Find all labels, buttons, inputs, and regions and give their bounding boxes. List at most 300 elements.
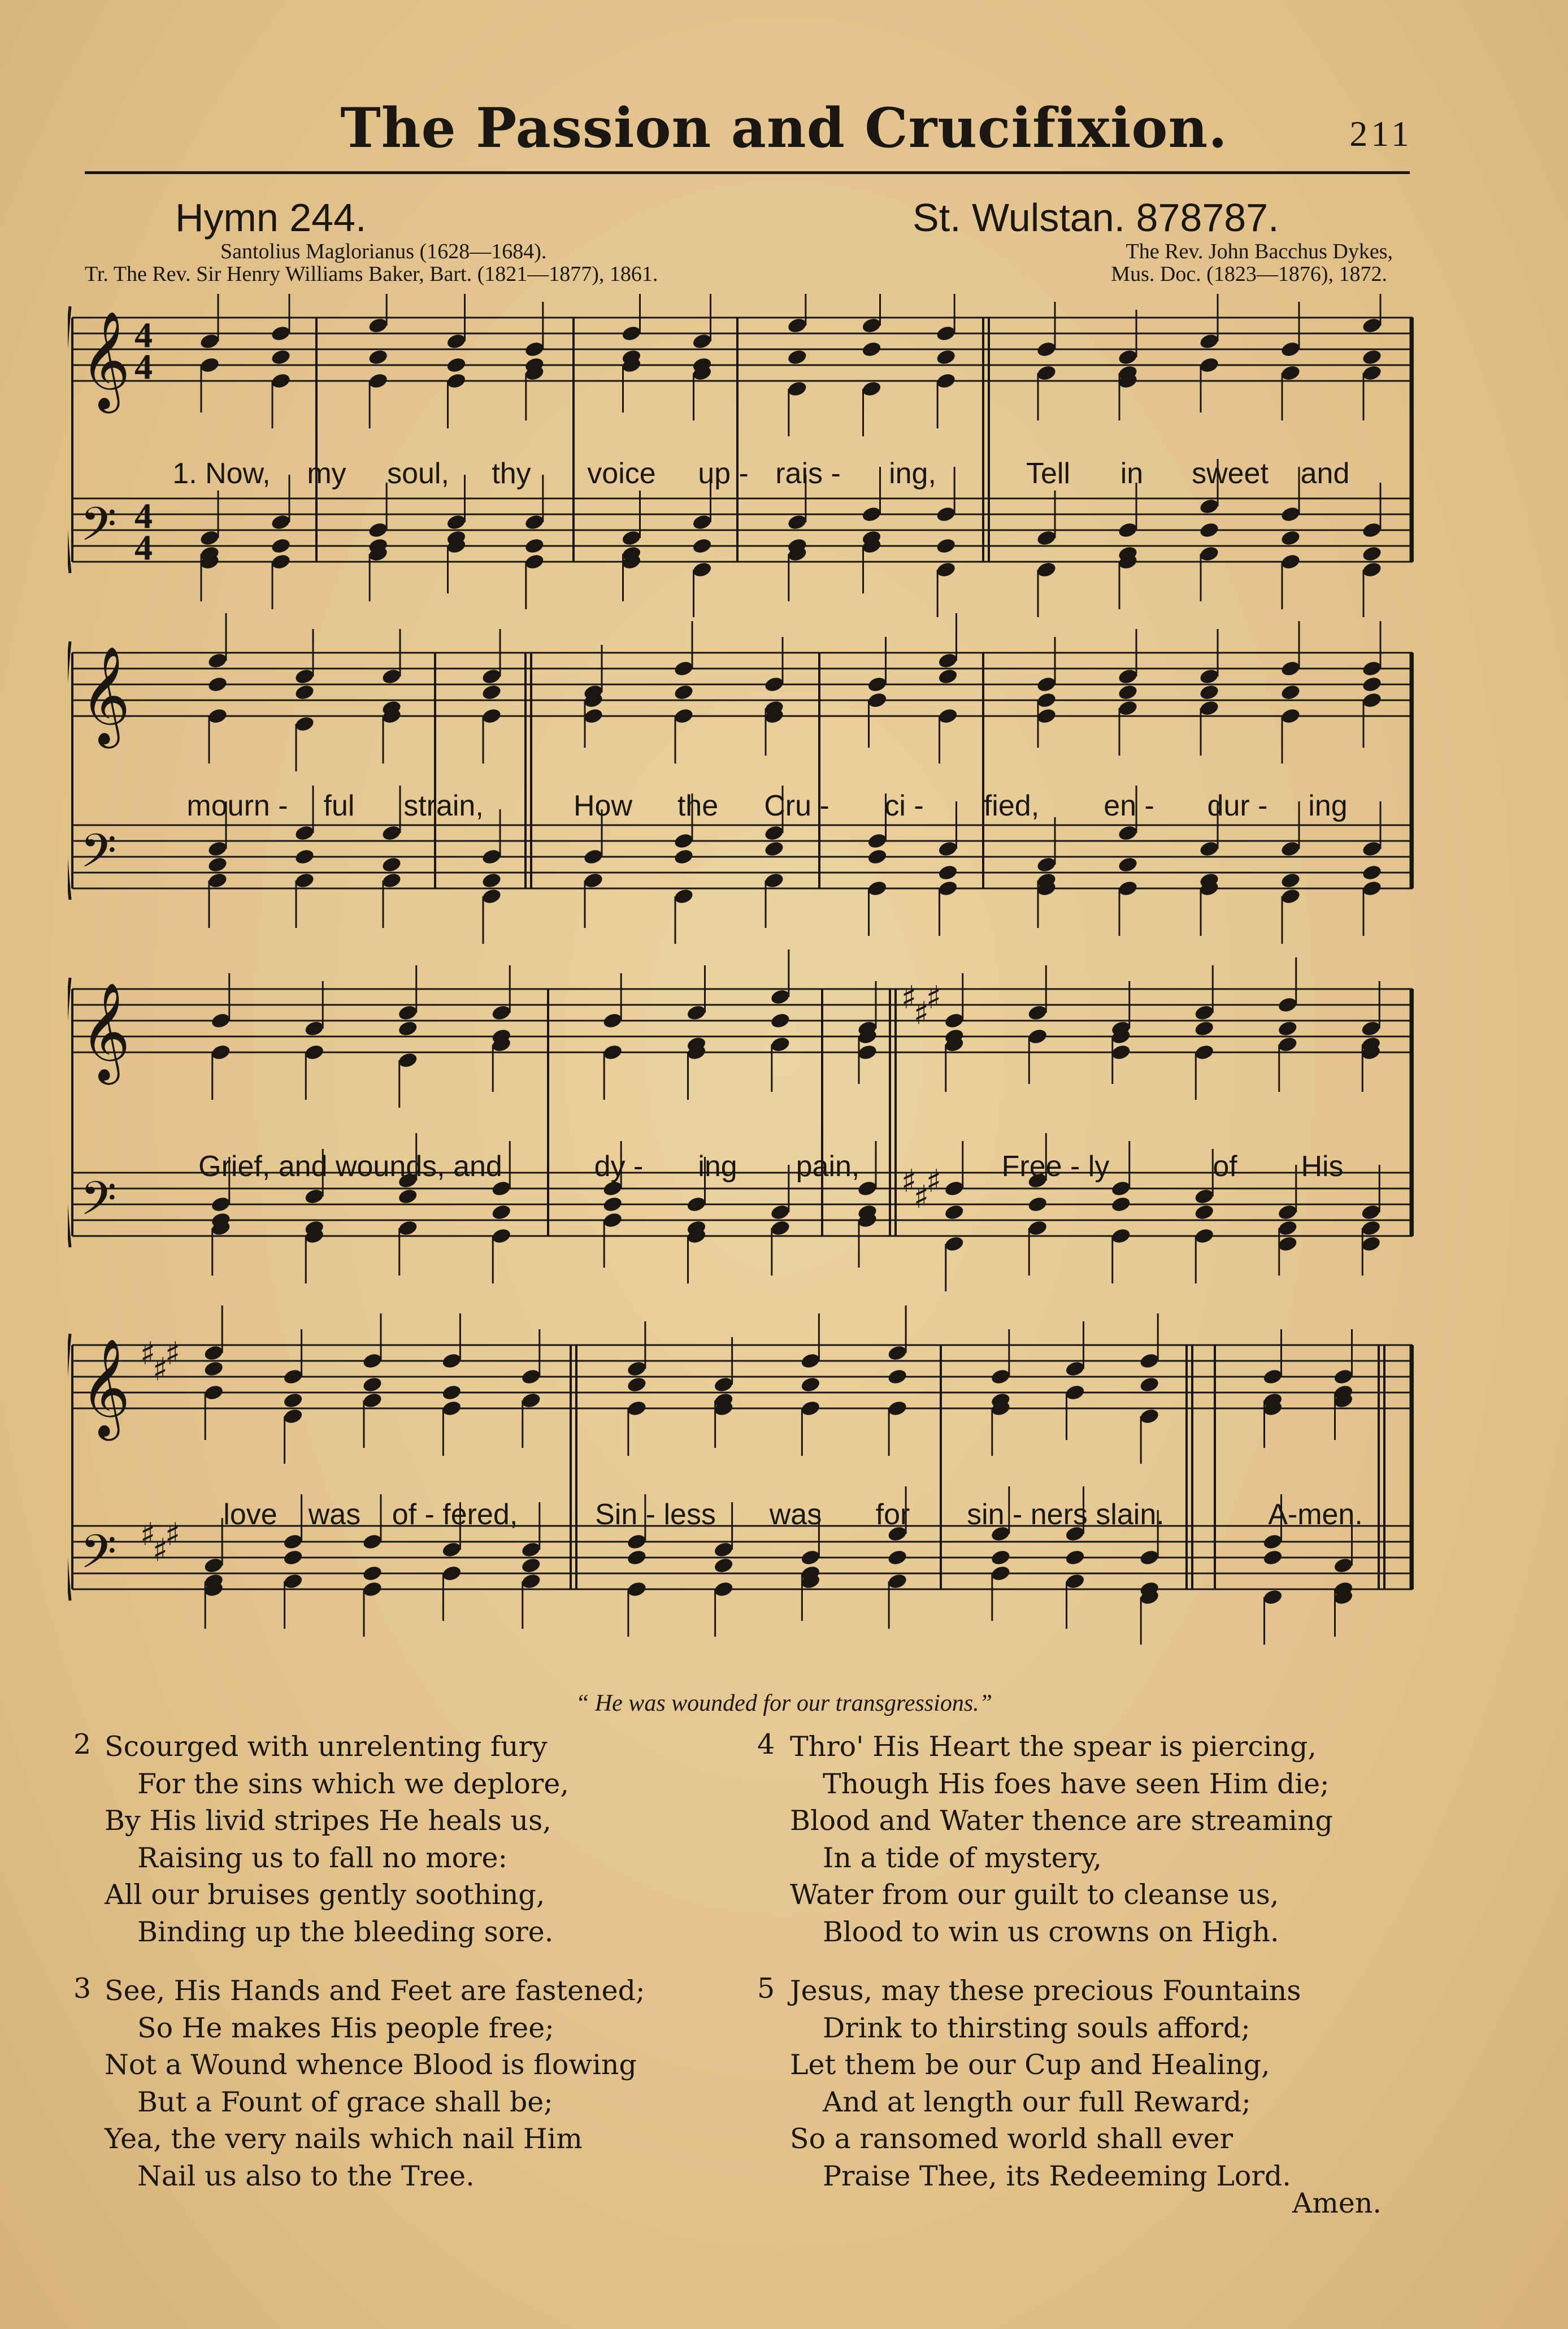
notehead xyxy=(621,529,642,547)
header-rule xyxy=(85,171,1410,174)
notehead xyxy=(602,1211,623,1229)
notehead xyxy=(1361,675,1383,693)
verse-line: All our bruises gently soothing, xyxy=(105,1879,545,1911)
lyric: was xyxy=(308,1498,361,1531)
notehead xyxy=(1361,521,1383,539)
notehead xyxy=(203,1383,224,1402)
notehead xyxy=(362,1391,383,1409)
bass-clef-icon: 𝄢 xyxy=(80,497,117,563)
notehead xyxy=(944,1203,965,1221)
notehead xyxy=(1065,1360,1086,1378)
notehead xyxy=(692,537,713,555)
treble-clef-icon: 𝄞 xyxy=(80,982,131,1081)
notehead xyxy=(1193,1203,1215,1221)
notehead xyxy=(207,856,228,874)
notehead xyxy=(626,1376,648,1394)
notehead xyxy=(1198,332,1220,350)
verse-line: But a Fount of grace shall be; xyxy=(137,2085,553,2118)
notehead xyxy=(1198,840,1220,858)
notehead xyxy=(1262,1588,1284,1606)
notehead xyxy=(1280,707,1301,725)
notehead xyxy=(490,1227,512,1245)
notehead xyxy=(367,521,389,539)
lyric: Tell xyxy=(1026,457,1071,490)
notehead xyxy=(763,871,785,890)
notehead xyxy=(1198,699,1220,717)
notehead xyxy=(1262,1368,1284,1386)
notehead xyxy=(1027,1027,1048,1046)
notehead xyxy=(1360,1203,1382,1221)
notehead xyxy=(362,1580,383,1598)
notehead xyxy=(626,1580,648,1598)
time-signature: 4 xyxy=(134,496,153,536)
notehead xyxy=(524,537,545,555)
notehead xyxy=(441,1352,463,1370)
notehead xyxy=(1117,856,1139,874)
notehead xyxy=(1193,1227,1215,1245)
notehead xyxy=(861,505,883,523)
lyric: His xyxy=(1301,1150,1344,1183)
notehead xyxy=(481,683,502,701)
notehead xyxy=(520,1391,542,1409)
notehead xyxy=(673,683,694,701)
verse-line: Scourged with unrelenting fury xyxy=(105,1731,548,1763)
notehead xyxy=(283,1572,304,1590)
lyric: Free - ly xyxy=(1001,1150,1110,1183)
notehead xyxy=(770,1203,791,1221)
notehead xyxy=(1193,1020,1215,1038)
notehead xyxy=(867,848,888,866)
lyric: en - xyxy=(1104,790,1154,822)
notehead xyxy=(602,1012,623,1030)
notehead xyxy=(770,988,791,1006)
notehead xyxy=(481,667,502,686)
verse-line: Blood to win us crowns on High. xyxy=(823,1915,1279,1948)
notehead xyxy=(270,372,292,390)
notehead xyxy=(990,1564,1011,1582)
lyric: of xyxy=(1213,1150,1237,1183)
bass-clef-icon: 𝄢 xyxy=(80,1524,117,1590)
notehead xyxy=(673,848,694,866)
notehead xyxy=(602,1195,623,1213)
notehead xyxy=(481,707,502,725)
verse-line: Let them be our Cup and Healing, xyxy=(790,2049,1270,2081)
notehead xyxy=(207,675,228,693)
lyric: up - xyxy=(698,457,749,490)
notehead xyxy=(1110,1043,1132,1061)
notehead xyxy=(713,1541,735,1559)
scripture-caption: “ He was wounded for our transgressions.” xyxy=(575,1690,993,1716)
notehead xyxy=(626,1399,648,1417)
notehead xyxy=(270,513,292,531)
sharp-icon: ♯ xyxy=(901,979,917,1016)
notehead xyxy=(1139,1549,1160,1567)
sharp-icon: ♯ xyxy=(901,1163,917,1200)
music-score xyxy=(68,294,1424,1684)
notehead xyxy=(1110,1195,1132,1213)
sharp-icon: ♯ xyxy=(165,1516,181,1553)
notehead xyxy=(1280,871,1301,890)
notehead xyxy=(713,1556,735,1575)
notehead xyxy=(367,372,389,390)
notehead xyxy=(937,707,959,725)
verse-line: By His livid stripes He heals us, xyxy=(105,1805,551,1837)
notehead xyxy=(397,1051,419,1069)
time-signature: 4 xyxy=(134,527,153,567)
notehead xyxy=(787,348,808,366)
notehead xyxy=(446,332,467,350)
notehead xyxy=(1280,529,1301,547)
notehead xyxy=(1198,667,1220,686)
lyric: was xyxy=(769,1498,822,1531)
lyric: ci - xyxy=(884,790,924,822)
notehead xyxy=(207,652,228,670)
notehead xyxy=(362,1376,383,1394)
lyric: thy xyxy=(492,457,531,490)
notehead xyxy=(446,356,467,374)
hymn-number: Hymn 244. xyxy=(175,196,367,240)
notehead xyxy=(441,1383,463,1402)
notehead xyxy=(397,1187,419,1205)
notehead xyxy=(800,1352,822,1370)
notehead xyxy=(787,513,808,531)
verse-line: Raising us to fall no more: xyxy=(137,1841,508,1874)
notehead xyxy=(1360,1020,1382,1038)
notehead xyxy=(362,1352,383,1370)
notehead xyxy=(203,1556,224,1575)
notehead xyxy=(1117,348,1139,366)
notehead xyxy=(935,505,957,523)
page-number: 211 xyxy=(1349,114,1413,154)
notehead xyxy=(207,871,228,890)
verse-line: Though His foes have seen Him die; xyxy=(823,1767,1330,1800)
notehead xyxy=(621,324,642,342)
notehead xyxy=(673,832,694,850)
notehead xyxy=(1036,529,1057,547)
notehead xyxy=(887,1572,908,1590)
notehead xyxy=(1361,879,1383,897)
notehead xyxy=(583,707,604,725)
notehead xyxy=(1360,1219,1382,1237)
treble-clef-icon: 𝄞 xyxy=(80,646,131,744)
notehead xyxy=(686,1195,707,1213)
notehead xyxy=(1117,824,1139,842)
notehead xyxy=(524,513,545,531)
notehead xyxy=(283,1533,304,1551)
lyric: in xyxy=(1120,457,1144,490)
notehead xyxy=(861,340,883,358)
lyric: sin - ners xyxy=(967,1498,1088,1531)
notehead xyxy=(1065,1572,1086,1590)
notehead xyxy=(602,1043,623,1061)
lyric: for xyxy=(875,1498,910,1531)
composer-credit: The Rev. John Bacchus Dykes, xyxy=(1126,240,1393,263)
notehead xyxy=(294,667,315,686)
notehead xyxy=(210,1043,232,1061)
notehead xyxy=(583,871,604,890)
notehead xyxy=(673,887,694,905)
lyric: love xyxy=(223,1498,277,1531)
notehead xyxy=(1065,1383,1086,1402)
notehead xyxy=(937,879,959,897)
notehead xyxy=(1117,699,1139,717)
lyric: Grief, and wounds, and xyxy=(198,1150,502,1183)
verse-line: So a ransomed world shall ever xyxy=(790,2123,1233,2155)
notehead xyxy=(787,380,808,398)
lyric: 1. Now, xyxy=(172,457,271,490)
notehead xyxy=(867,832,888,850)
author-credit: Santolius Maglorianus (1628—1684). xyxy=(220,240,547,263)
notehead xyxy=(203,1360,224,1378)
notehead xyxy=(520,1572,542,1590)
notehead xyxy=(1065,1549,1086,1567)
notehead xyxy=(887,1344,908,1362)
notehead xyxy=(283,1549,304,1567)
notehead xyxy=(1036,856,1057,874)
notehead xyxy=(1117,521,1139,539)
notehead xyxy=(1139,1407,1160,1425)
notehead xyxy=(1036,561,1057,579)
notehead xyxy=(935,537,957,555)
notehead xyxy=(800,1549,822,1567)
notehead xyxy=(294,824,315,842)
notehead xyxy=(294,715,315,733)
notehead xyxy=(210,1195,232,1213)
notehead xyxy=(362,1564,383,1582)
notehead xyxy=(1262,1533,1284,1551)
notehead xyxy=(1277,1020,1298,1038)
notehead xyxy=(763,824,785,842)
page-title: The Passion and Crucifixion. xyxy=(340,96,1228,160)
closing-amen: Amen. xyxy=(1292,2187,1382,2219)
notehead xyxy=(1280,340,1301,358)
notehead xyxy=(381,667,402,686)
treble-clef-icon: 𝄞 xyxy=(80,311,131,409)
notehead xyxy=(887,1549,908,1567)
notehead xyxy=(270,348,292,366)
notehead xyxy=(1036,364,1057,382)
notehead xyxy=(1193,1043,1215,1061)
notehead xyxy=(861,380,883,398)
notehead xyxy=(362,1533,383,1551)
lyric: slain. xyxy=(1096,1498,1165,1531)
lyric: soul, xyxy=(387,457,449,490)
lyric: Cru - xyxy=(764,790,829,822)
notehead xyxy=(1361,364,1383,382)
notehead xyxy=(520,1541,542,1559)
notehead xyxy=(520,1368,542,1386)
verse-number: 2 xyxy=(73,1728,92,1760)
notehead xyxy=(1277,1035,1298,1053)
notehead xyxy=(1361,348,1383,366)
notehead xyxy=(626,1360,648,1378)
notehead xyxy=(692,332,713,350)
lyric: ful xyxy=(323,790,355,822)
lyric: dur - xyxy=(1207,790,1268,822)
notehead xyxy=(1277,1219,1298,1237)
sharp-icon: ♯ xyxy=(140,1516,156,1553)
notehead xyxy=(887,1399,908,1417)
notehead xyxy=(303,1020,325,1038)
lyric: ing xyxy=(698,1150,737,1183)
lyric: strain, xyxy=(403,790,484,822)
notehead xyxy=(583,848,604,866)
notehead xyxy=(1361,545,1383,563)
verse-line: Praise Thee, its Redeeming Lord. xyxy=(823,2159,1291,2192)
lyric: ing xyxy=(1308,790,1348,822)
sharp-icon: ♯ xyxy=(926,979,942,1016)
sharp-icon: ♯ xyxy=(153,1532,168,1569)
notehead xyxy=(1198,356,1220,374)
bass-clef-icon: 𝄢 xyxy=(80,1171,117,1237)
notehead xyxy=(441,1541,463,1559)
notehead xyxy=(626,1533,648,1551)
tune-name: St. Wulstan. 878787. xyxy=(913,196,1279,240)
notehead xyxy=(1117,879,1139,897)
notehead xyxy=(713,1376,735,1394)
notehead xyxy=(199,332,220,350)
notehead xyxy=(990,1368,1011,1386)
lyric: Sin - less xyxy=(595,1498,716,1531)
notehead xyxy=(1198,521,1220,539)
notehead xyxy=(787,316,808,335)
notehead xyxy=(367,316,389,335)
notehead xyxy=(210,1012,232,1030)
notehead xyxy=(1361,864,1383,882)
notehead xyxy=(1110,1179,1132,1198)
notehead xyxy=(1027,1004,1048,1022)
notehead xyxy=(303,1043,325,1061)
notehead xyxy=(763,675,785,693)
notehead xyxy=(199,356,220,374)
verse-line: Blood and Water thence are streaming xyxy=(790,1805,1333,1837)
time-signature: 4 xyxy=(134,346,153,387)
lyric: How xyxy=(573,790,633,822)
notehead xyxy=(303,1187,325,1205)
notehead xyxy=(1277,1235,1298,1253)
verse-line: Binding up the bleeding sore. xyxy=(137,1915,554,1948)
verse-line: For the sins which we deplore, xyxy=(137,1767,569,1800)
notehead xyxy=(367,348,389,366)
notehead xyxy=(1280,660,1301,678)
verse-line: See, His Hands and Feet are fastened; xyxy=(105,1975,645,2007)
notehead xyxy=(490,1203,512,1221)
notehead xyxy=(1139,1376,1160,1394)
notehead xyxy=(861,316,883,335)
sharp-icon: ♯ xyxy=(926,1163,942,1200)
notehead xyxy=(441,1399,463,1417)
notehead xyxy=(1361,561,1383,579)
notehead xyxy=(381,824,402,842)
notehead xyxy=(937,864,959,882)
notehead xyxy=(1361,840,1383,858)
notehead xyxy=(520,1556,542,1575)
notehead xyxy=(692,513,713,531)
notehead xyxy=(283,1391,304,1409)
notehead xyxy=(944,1235,965,1253)
notehead xyxy=(524,553,545,571)
notehead xyxy=(1277,996,1298,1014)
notehead xyxy=(770,1012,791,1030)
notehead xyxy=(944,1012,965,1030)
notehead xyxy=(937,840,959,858)
notehead xyxy=(1277,1203,1298,1221)
notehead xyxy=(397,1004,419,1022)
composer-credit-dates: Mus. Doc. (1823—1876), 1872. xyxy=(1111,262,1387,286)
notehead xyxy=(203,1344,224,1362)
verse-line: Drink to thirsting souls afford; xyxy=(823,2011,1250,2044)
system-brace xyxy=(68,306,70,573)
notehead xyxy=(937,652,959,670)
notehead xyxy=(937,667,959,686)
notehead xyxy=(867,675,888,693)
notehead xyxy=(207,840,228,858)
notehead xyxy=(397,1219,419,1237)
notehead xyxy=(1333,1368,1354,1386)
notehead xyxy=(1280,505,1301,523)
notehead xyxy=(270,324,292,342)
notehead xyxy=(1360,1235,1382,1253)
verse-number: 4 xyxy=(757,1728,775,1760)
notehead xyxy=(770,1219,791,1237)
notehead xyxy=(1280,887,1301,905)
translator-credit: Tr. The Rev. Sir Henry Williams Baker, Bart. (1821—1877), 1861. xyxy=(85,262,658,286)
notehead xyxy=(800,1376,822,1394)
notehead xyxy=(1036,691,1057,709)
notehead xyxy=(481,848,502,866)
notehead xyxy=(763,840,785,858)
notehead xyxy=(1036,340,1057,358)
notehead xyxy=(713,1580,735,1598)
notehead xyxy=(935,348,957,366)
notehead xyxy=(935,324,957,342)
lyric: my xyxy=(307,457,346,490)
notehead xyxy=(524,340,545,358)
notehead xyxy=(270,553,292,571)
notehead xyxy=(441,1564,463,1582)
lyric: rais - xyxy=(775,457,841,490)
lyric: mourn - xyxy=(186,790,288,822)
notehead xyxy=(990,1549,1011,1567)
lyric: fied, xyxy=(983,790,1040,822)
notehead xyxy=(1110,1227,1132,1245)
notehead xyxy=(1361,660,1383,678)
lyric: of - fered, xyxy=(392,1498,518,1531)
notehead xyxy=(935,561,957,579)
verse-line: Nail us also to the Tree. xyxy=(137,2159,475,2192)
notehead xyxy=(626,1549,648,1567)
notehead xyxy=(1027,1195,1048,1213)
notehead xyxy=(1117,683,1139,701)
notehead xyxy=(1139,1352,1160,1370)
notehead xyxy=(857,1043,878,1061)
bass-clef-icon: 𝄢 xyxy=(80,823,117,890)
notehead xyxy=(800,1399,822,1417)
notehead xyxy=(673,707,694,725)
notehead xyxy=(207,707,228,725)
system-brace xyxy=(68,978,70,1247)
notehead xyxy=(1117,667,1139,686)
verse-number: 5 xyxy=(757,1972,775,2005)
notehead xyxy=(1198,497,1220,515)
notehead xyxy=(1193,1004,1215,1022)
notehead xyxy=(686,1004,707,1022)
notehead xyxy=(1027,1219,1048,1237)
notehead xyxy=(283,1368,304,1386)
treble-clef-icon: 𝄞 xyxy=(80,1338,131,1437)
verse-line: Not a Wound whence Blood is flowing xyxy=(105,2049,637,2081)
verse-line: In a tide of mystery, xyxy=(823,1841,1102,1874)
